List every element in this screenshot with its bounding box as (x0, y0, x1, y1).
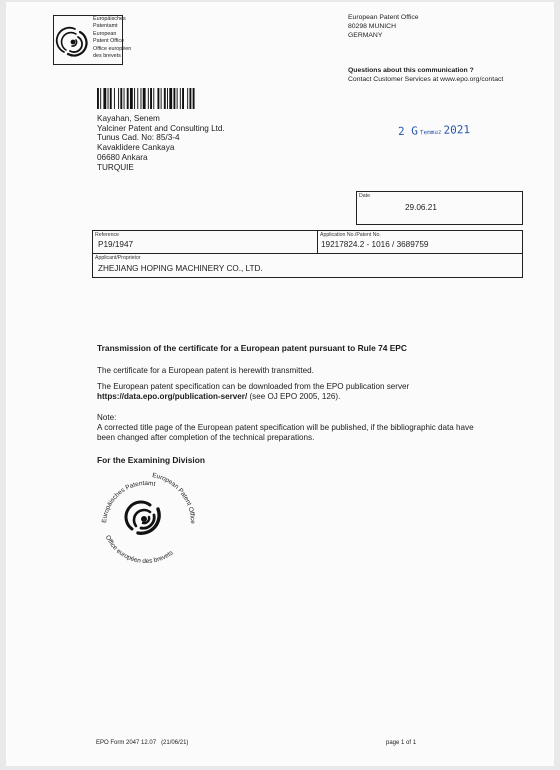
barcode (97, 88, 233, 109)
stamp-day: 2 G (397, 124, 419, 138)
box-divider (93, 253, 522, 254)
form-date: (21/06/21) (161, 740, 189, 746)
seal-text-de: Europäisches Patentamt (101, 479, 156, 524)
addressee-city: 06680 Ankara (97, 152, 148, 162)
download-reference: (see OJ EPO 2005, 126). (247, 391, 341, 401)
signoff: For the Examining Division (97, 455, 205, 465)
addressee-country: TURQUIE (97, 162, 134, 172)
paragraph-note (97, 413, 474, 442)
stamp-year: 2021 (443, 123, 471, 137)
epo-seal-icon (126, 502, 159, 533)
received-date-stamp (398, 123, 470, 138)
contact-question: Questions about this communication ? (348, 67, 474, 74)
addressee-street: Tunus Cad. No: 85/3-4 (97, 133, 180, 143)
epo-logo-icon (54, 16, 94, 66)
reference-label: Reference (95, 232, 119, 238)
contact-block (348, 66, 503, 84)
note-label: Note: (97, 413, 117, 422)
application-value: 19217824.2 - 1016 / 3689759 (321, 240, 429, 249)
logo-line: European (93, 31, 117, 38)
paragraph-certificate: The certificate for a European patent is herewith transmitted. (97, 366, 314, 375)
office-name: European Patent Office (348, 14, 419, 21)
logo-text (93, 16, 131, 60)
logo-line: Europäisches (93, 16, 126, 22)
reference-value: P19/1947 (98, 240, 134, 249)
seal-text-fr: Office européen des brevets (103, 534, 175, 566)
logo-line: Patent Office (93, 37, 125, 44)
addressee-name: Kayahan, Senem (97, 114, 160, 123)
logo-line: Office européen (93, 46, 132, 53)
date-value: 29.06.21 (405, 203, 437, 212)
footer-form (96, 740, 188, 746)
seal-text-en: European Patent Office (151, 472, 196, 524)
contact-line: Contact Customer Services at www.epo.org/contact (348, 76, 504, 83)
form-number: EPO Form 2047 12.07 (96, 740, 157, 746)
logo-line: Patentamt (93, 22, 118, 29)
reference-box (92, 230, 523, 278)
note-line: A corrected title page of the European patent specification will be published, if the bibliographic data have (97, 422, 474, 432)
note-line: been changed after completion of the technical preparations. (97, 432, 315, 442)
page-number: page 1 of 1 (386, 740, 417, 746)
download-line: The European patent specification can be downloaded from the EPO publication server (97, 382, 410, 391)
office-postal: 80298 MUNICH (348, 23, 396, 30)
office-address (348, 13, 419, 40)
publication-server-link[interactable]: https://data.epo.org/publication-server/ (97, 391, 248, 401)
letter-page (6, 2, 554, 766)
office-country: GERMANY (348, 32, 383, 39)
document-title: Transmission of the certificate for a European patent pursuant to Rule 74 EPC (97, 343, 407, 353)
addressee-block (97, 114, 225, 172)
applicant-value: ZHEJIANG HOPING MACHINERY CO., LTD. (98, 264, 263, 273)
applicant-label: Applicant/Proprietor (95, 255, 141, 261)
logo-line: des brevets (93, 52, 121, 59)
stamp-month: Temmuz (419, 128, 442, 137)
epo-seal (92, 465, 200, 573)
date-box (356, 191, 523, 225)
box-divider (317, 231, 318, 253)
paragraph-download (97, 382, 409, 402)
addressee-district: Kavaklidere Cankaya (97, 143, 175, 153)
application-label: Application No./Patent No. (320, 232, 381, 238)
date-label: Date (359, 193, 370, 199)
addressee-firm: Yalciner Patent and Consulting Ltd. (97, 123, 225, 133)
